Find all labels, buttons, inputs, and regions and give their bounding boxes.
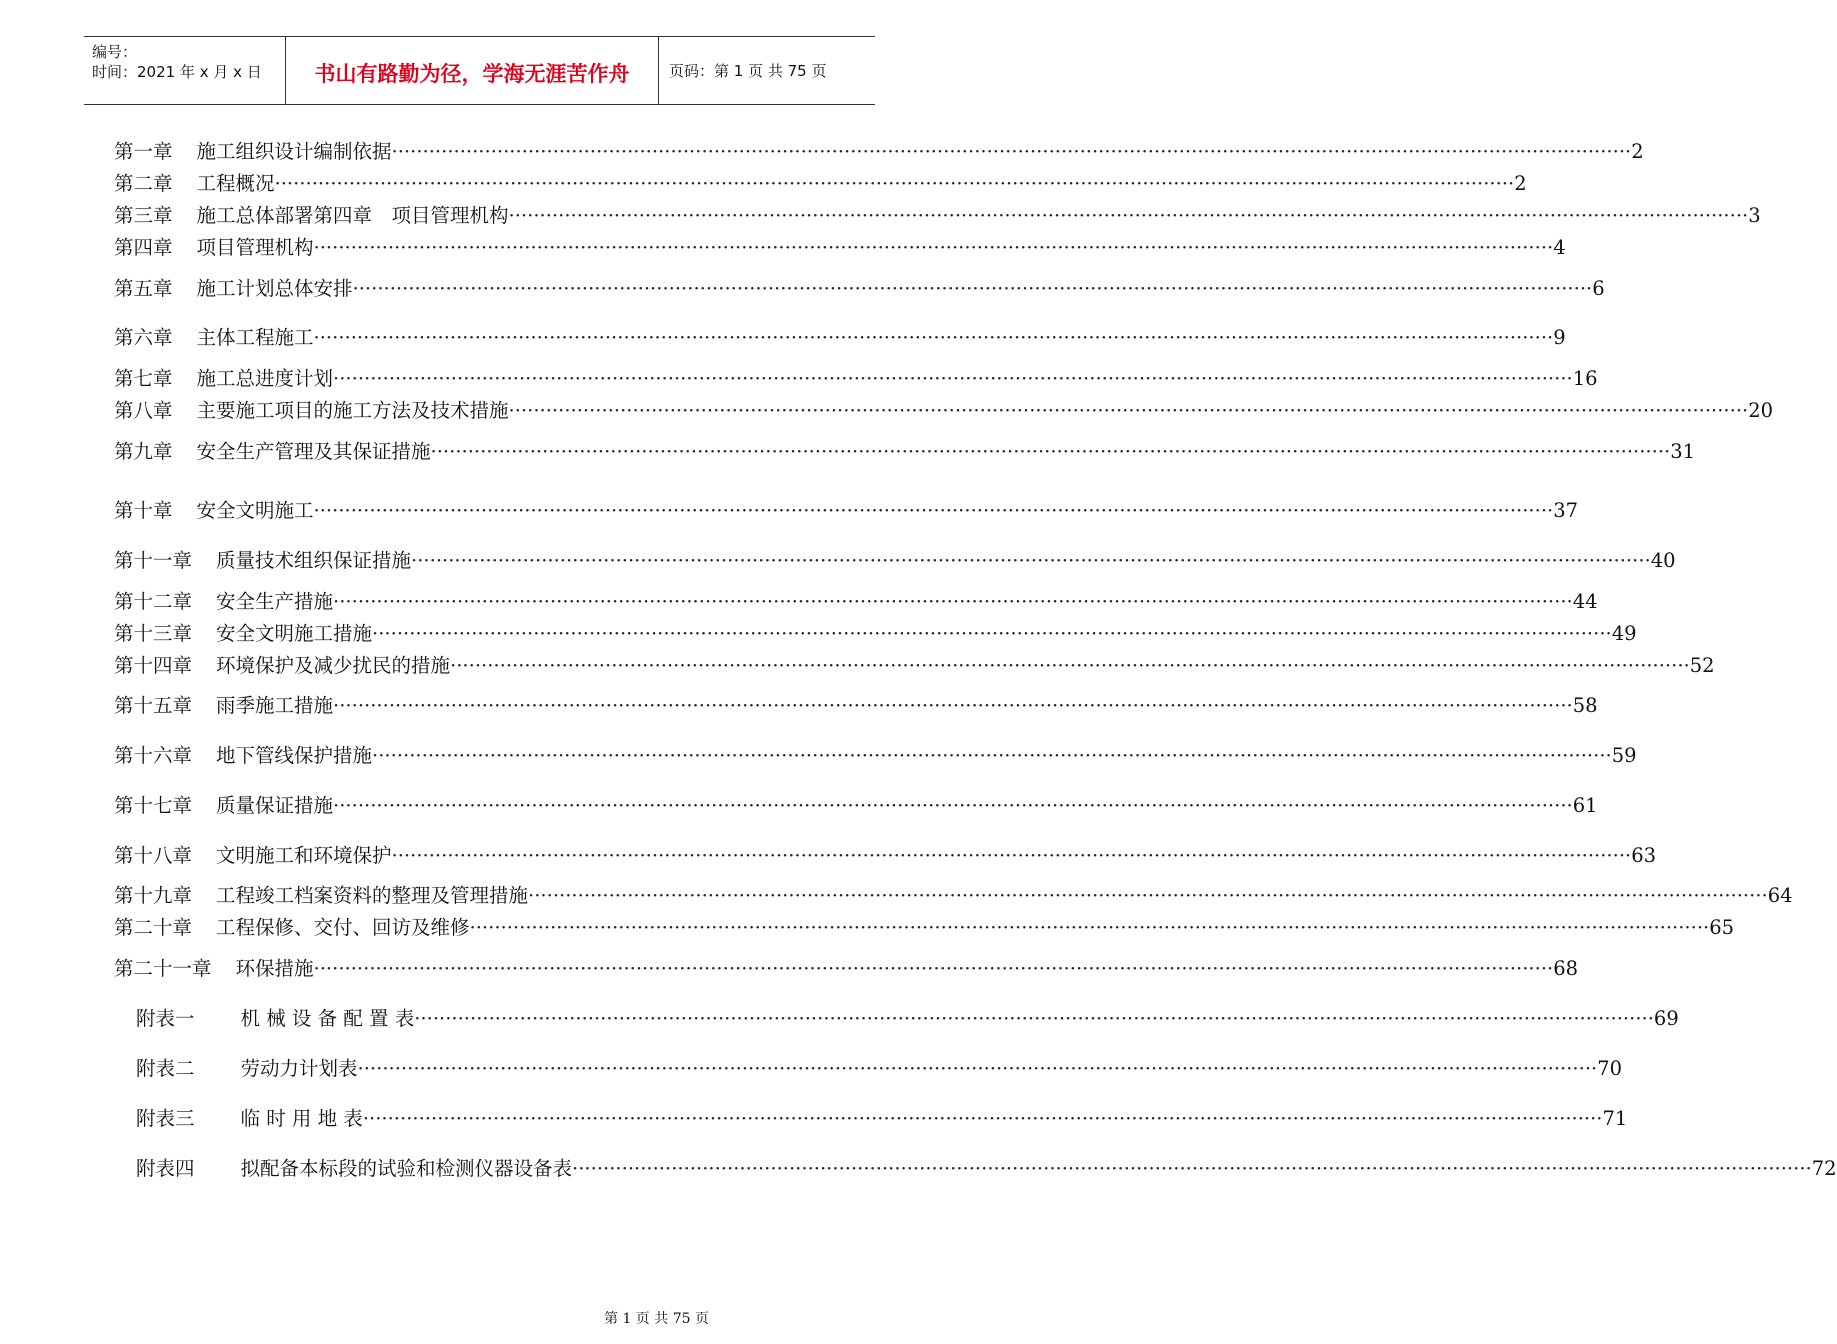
toc-title: 工程竣工档案资料的整理及管理措施	[216, 884, 529, 907]
toc-chapter: 第六章	[114, 326, 173, 349]
header-motto: 书山有路勤为径，学海无涯苦作舟	[314, 61, 630, 86]
toc-chapter: 第二十章	[114, 916, 193, 939]
toc-page: 64	[1767, 884, 1793, 907]
toc-page: 61	[1572, 794, 1598, 817]
toc-chapter: 第二十一章	[114, 957, 212, 980]
toc-entry[interactable]	[114, 365, 1598, 393]
toc-chapter: 第十八章	[114, 844, 193, 867]
toc-entry[interactable]	[114, 914, 1735, 942]
page-header	[84, 36, 875, 105]
toc-page: 37	[1553, 499, 1579, 522]
toc-chapter: 第十三章	[114, 622, 193, 645]
toc-leader-dots: ········································································································································································································	[372, 744, 1612, 767]
toc-chapter: 第十一章	[114, 549, 193, 572]
toc-page: 52	[1689, 654, 1715, 677]
toc-page: 3	[1748, 204, 1761, 227]
toc-entry[interactable]	[114, 138, 1644, 166]
toc-leader-dots: ········································································································································································································	[357, 1057, 1598, 1080]
toc-page: 20	[1748, 399, 1774, 422]
toc-title: 安全生产措施	[216, 590, 334, 613]
toc-leader-dots: ········································································································································································································	[391, 844, 1632, 867]
toc-entry[interactable]	[114, 620, 1637, 648]
toc-title: 安全生产管理及其保证措施	[196, 440, 431, 463]
toc-leader-dots: ········································································································································································································	[333, 590, 1573, 613]
toc-entry[interactable]	[114, 842, 1657, 870]
header-meta-cell	[84, 37, 286, 104]
toc-title: 文明施工和环境保护	[216, 844, 392, 867]
toc-title: 雨季施工措施	[216, 694, 334, 717]
toc-chapter: 第十四章	[114, 654, 193, 677]
toc-chapter: 第八章	[114, 399, 173, 422]
toc-page: 2	[1514, 172, 1527, 195]
toc-title: 施工总体部署第四章 项目管理机构	[196, 204, 509, 227]
toc-page: 72	[1811, 1157, 1837, 1180]
toc-leader-dots: ········································································································································································································	[333, 367, 1573, 390]
toc-page: 59	[1611, 744, 1637, 767]
toc-entry[interactable]	[114, 792, 1598, 820]
toc-page: 70	[1597, 1057, 1623, 1080]
toc-entry[interactable]	[114, 324, 1566, 352]
toc-chapter: 附表一	[136, 1007, 195, 1030]
doc-number-label: 编号：	[92, 43, 138, 61]
toc-leader-dots: ········································································································································································································	[411, 549, 1651, 572]
header-motto-cell	[286, 37, 659, 104]
toc-title: 工程保修、交付、回访及维修	[216, 916, 470, 939]
toc-entry[interactable]	[114, 202, 1761, 230]
toc-leader-dots: ········································································································································································································	[362, 1107, 1603, 1130]
toc-leader-dots: ········································································································································································································	[313, 499, 1554, 522]
toc-chapter: 第九章	[114, 440, 173, 463]
toc-leader-dots: ········································································································································································································	[313, 326, 1554, 349]
toc-title: 安全文明施工	[196, 499, 314, 522]
toc-entry[interactable]	[114, 275, 1605, 303]
toc-leader-dots: ········································································································································································································	[274, 172, 1515, 195]
toc-title: 劳动力计划表	[240, 1057, 358, 1080]
toc-title: 环保措施	[235, 957, 314, 980]
toc-page: 63	[1631, 844, 1657, 867]
toc-entry[interactable]	[114, 742, 1637, 770]
toc-page: 6	[1592, 277, 1605, 300]
toc-title: 地下管线保护措施	[216, 744, 373, 767]
toc-leader-dots: ········································································································································································································	[508, 204, 1749, 227]
toc-appendix-entry[interactable]	[136, 1105, 1628, 1133]
toc-appendix-entry[interactable]	[136, 1005, 1679, 1033]
toc-title: 临 时 用 地 表	[240, 1107, 363, 1130]
toc-entry[interactable]	[114, 438, 1696, 466]
toc-title: 质量保证措施	[216, 794, 334, 817]
toc-leader-dots: ········································································································································································································	[414, 1007, 1654, 1030]
toc-chapter: 附表三	[136, 1107, 195, 1130]
toc-chapter: 附表四	[136, 1157, 195, 1180]
toc-page: 2	[1631, 140, 1644, 163]
toc-page: 40	[1650, 549, 1676, 572]
toc-entry[interactable]	[114, 882, 1793, 910]
toc-title: 安全文明施工措施	[216, 622, 373, 645]
toc-entry[interactable]	[114, 397, 1774, 425]
toc-entry[interactable]	[114, 588, 1598, 616]
toc-page: 65	[1709, 916, 1735, 939]
toc-leader-dots: ········································································································································································································	[450, 654, 1690, 677]
toc-leader-dots: ········································································································································································································	[430, 440, 1671, 463]
toc-leader-dots: ········································································································································································································	[508, 399, 1749, 422]
toc-chapter: 第五章	[114, 277, 173, 300]
toc-chapter: 第二章	[114, 172, 173, 195]
toc-title: 拟配备本标段的试验和检测仪器设备表	[240, 1157, 573, 1180]
toc-leader-dots: ········································································································································································································	[572, 1157, 1812, 1180]
toc-chapter: 第一章	[114, 140, 173, 163]
page-footer: 第 1 页 共 75 页	[604, 1311, 709, 1327]
toc-page: 69	[1653, 1007, 1679, 1030]
toc-appendix-entry[interactable]	[136, 1055, 1623, 1083]
toc-chapter: 第四章	[114, 236, 173, 259]
toc-leader-dots: ········································································································································································································	[352, 277, 1593, 300]
toc-entry[interactable]	[114, 497, 1579, 525]
toc-leader-dots: ········································································································································································································	[372, 622, 1612, 645]
toc-entry[interactable]	[114, 547, 1676, 575]
toc-title: 施工总进度计划	[196, 367, 334, 390]
toc-leader-dots: ········································································································································································································	[391, 140, 1632, 163]
toc-entry[interactable]	[114, 170, 1527, 198]
toc-chapter: 第十二章	[114, 590, 193, 613]
toc-title: 主体工程施工	[196, 326, 314, 349]
toc-leader-dots: ········································································································································································································	[528, 884, 1768, 907]
toc-title: 施工组织设计编制依据	[196, 140, 392, 163]
toc-leader-dots: ········································································································································································································	[313, 236, 1554, 259]
toc-page: 68	[1553, 957, 1579, 980]
toc-title: 施工计划总体安排	[196, 277, 353, 300]
toc-entry[interactable]	[114, 234, 1566, 262]
toc-chapter: 第十章	[114, 499, 173, 522]
toc-page: 49	[1611, 622, 1637, 645]
toc-page: 16	[1572, 367, 1598, 390]
toc-page: 58	[1572, 694, 1598, 717]
toc-chapter: 第十六章	[114, 744, 193, 767]
toc-appendix-entry[interactable]	[136, 1155, 1837, 1183]
toc-entry[interactable]	[114, 955, 1579, 983]
toc-page: 31	[1670, 440, 1696, 463]
toc-page: 44	[1572, 590, 1598, 613]
toc-title: 工程概况	[196, 172, 275, 195]
toc-title: 质量技术组织保证措施	[216, 549, 412, 572]
toc-leader-dots: ········································································································································································································	[469, 916, 1710, 939]
toc-title: 环境保护及减少扰民的措施	[216, 654, 451, 677]
header-page-info: 页码：第 1 页 共 75 页	[669, 62, 827, 80]
toc-chapter: 附表二	[136, 1057, 195, 1080]
toc-title: 机 械 设 备 配 置 表	[240, 1007, 415, 1030]
toc-page: 9	[1553, 326, 1566, 349]
toc-leader-dots: ········································································································································································································	[313, 957, 1554, 980]
toc-chapter: 第十五章	[114, 694, 193, 717]
toc-title: 项目管理机构	[196, 236, 314, 259]
toc-entry[interactable]	[114, 652, 1715, 680]
doc-date-label: 时间：2021 年 x 月 x 日	[92, 63, 262, 81]
toc-leader-dots: ········································································································································································································	[333, 794, 1573, 817]
toc-title: 主要施工项目的施工方法及技术措施	[196, 399, 509, 422]
toc-leader-dots: ········································································································································································································	[333, 694, 1573, 717]
toc-chapter: 第十七章	[114, 794, 193, 817]
toc-entry[interactable]	[114, 692, 1598, 720]
toc-chapter: 第十九章	[114, 884, 193, 907]
toc-page: 71	[1602, 1107, 1628, 1130]
toc-page: 4	[1553, 236, 1566, 259]
toc-chapter: 第三章	[114, 204, 173, 227]
toc-chapter: 第七章	[114, 367, 173, 390]
